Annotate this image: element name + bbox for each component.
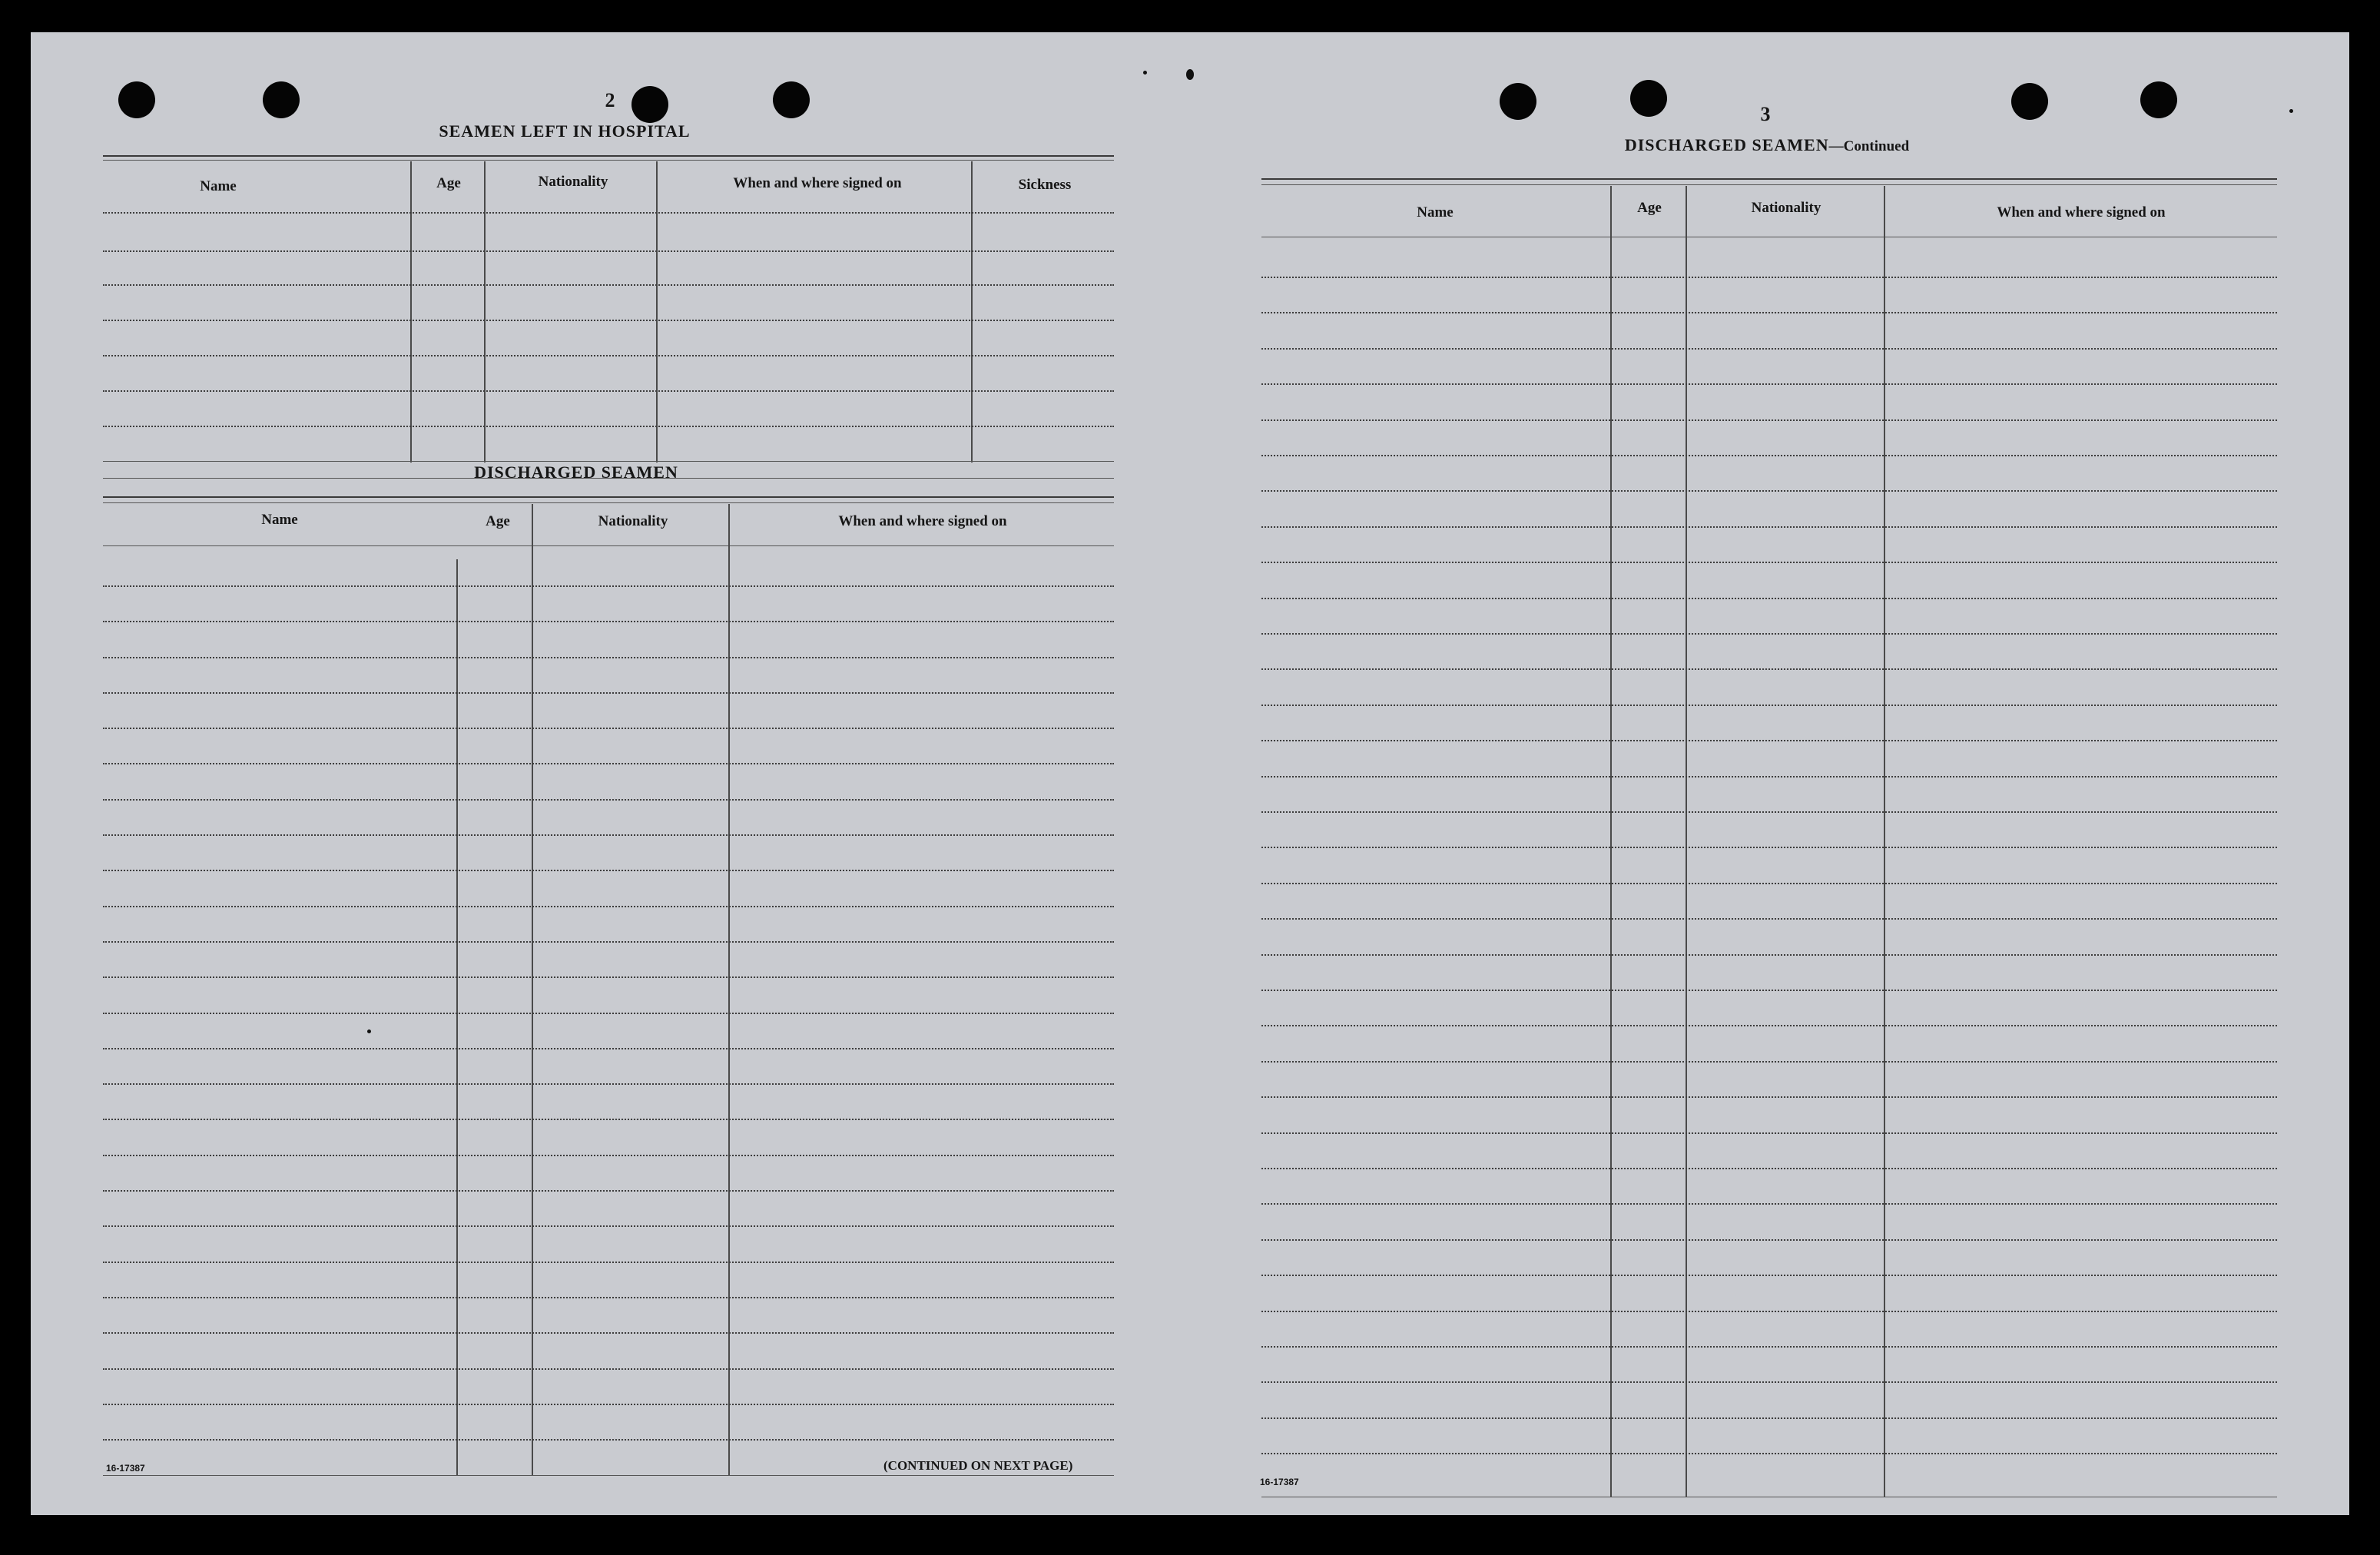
hospital-row-line [103,212,1114,214]
punch-hole [773,81,810,118]
entry-row-line [1261,383,2277,385]
right-col-divider [1686,186,1687,1497]
entry-row-line [1261,954,2277,956]
entry-row-line [1261,1417,2277,1419]
entry-row-line [1261,883,2277,884]
entry-row-line [1261,312,2277,313]
hospital-section-title: SEAMEN LEFT IN HOSPITAL [439,121,691,141]
speck [367,1029,371,1033]
entry-row-line [103,657,1114,658]
right-table-top-rule [1261,178,2277,180]
hospital-row-line [103,284,1114,286]
hospital-row-line [103,320,1114,321]
entry-row-line [103,1368,1114,1370]
entry-row-line [103,1048,1114,1049]
entry-row-line [103,1225,1114,1227]
entry-row-line [103,1332,1114,1334]
hospital-row-line [103,250,1114,252]
entry-row-line [103,585,1114,587]
punch-hole [631,86,668,123]
entry-row-line [103,906,1114,907]
right-col-divider [1884,186,1885,1497]
entry-row-line [1261,526,2277,528]
entry-row-line [1261,668,2277,670]
entry-row-line [103,728,1114,729]
entry-row-line [1261,990,2277,991]
entry-row-line [1261,705,2277,706]
entry-row-line [103,621,1114,622]
punch-hole [2140,81,2177,118]
discharged-col-divider [456,559,458,1475]
hospital-col-age: Age [436,175,461,191]
entry-row-line [103,1404,1114,1405]
entry-row-line [103,1013,1114,1014]
entry-row-line [103,692,1114,694]
entry-row-line [1261,1346,2277,1348]
entry-row-line [1261,1453,2277,1454]
right-col-divider [1610,186,1612,1497]
hospital-row-line [103,390,1114,392]
hospital-col-divider [971,161,973,463]
entry-row-line [1261,740,2277,741]
right-col-name: Name [1417,204,1454,220]
entry-row-line [1261,455,2277,456]
right-col-signed-on: When and where signed on [1997,204,2166,220]
page-number-right: 3 [1760,103,1771,125]
discharged-section-title: DISCHARGED SEAMEN [474,463,678,482]
discharged-table-bottom-rule [103,1475,1114,1476]
entry-row-line [103,1155,1114,1156]
hospital-table-top-rule [103,160,1114,161]
entry-row-line [1261,562,2277,563]
discharged-col-divider [532,504,533,1475]
entry-row-line [1261,1132,2277,1134]
hospital-col-divider [410,161,412,463]
punch-hole [2011,83,2048,120]
entry-row-line [1261,348,2277,350]
entry-row-line [103,1083,1114,1085]
entry-row-line [1261,1168,2277,1169]
right-table-top-rule [1261,184,2277,185]
punch-hole [1630,80,1667,117]
entry-row-line [103,870,1114,871]
entry-row-line [103,941,1114,943]
hospital-col-name: Name [200,178,237,194]
discharged-continued-title [1567,135,1967,155]
entry-row-line [1261,1025,2277,1026]
entry-row-line [103,1262,1114,1263]
entry-row-line [1261,633,2277,635]
entry-row-line [1261,847,2277,848]
discharged-table-top-rule [103,502,1114,503]
hospital-row-line [103,426,1114,427]
punch-hole [263,81,300,118]
entry-row-line [103,1190,1114,1192]
speck [2289,109,2293,113]
discharged-col-age: Age [486,513,510,529]
entry-row-line [1261,1311,2277,1312]
page-number-left: 2 [605,89,615,111]
entry-row-line [103,1439,1114,1441]
entry-row-line [1261,1096,2277,1098]
continued-note: (CONTINUED ON NEXT PAGE) [883,1458,1073,1473]
entry-row-line [1261,1381,2277,1383]
entry-row-line [1261,776,2277,778]
discharged-col-divider [728,504,730,1475]
speck [1143,71,1147,75]
entry-row-line [103,763,1114,764]
hospital-row-line [103,355,1114,356]
entry-row-line [1261,1061,2277,1063]
entry-row-line [1261,598,2277,599]
hospital-table-top-rule [103,155,1114,157]
form-number-right: 16-17387 [1260,1477,1299,1487]
entry-row-line [1261,419,2277,421]
entry-row-line [103,799,1114,801]
discharged-continued-title-main: DISCHARGED SEAMEN [1624,135,1829,154]
speck [1186,69,1194,80]
discharged-col-nationality: Nationality [598,513,668,529]
discharged-table-top-rule [103,496,1114,498]
discharged-col-signed-on: When and where signed on [838,513,1007,529]
discharged-header-rule [103,545,1114,546]
entry-row-line [103,834,1114,836]
entry-row-line [1261,811,2277,813]
entry-row-line [1261,918,2277,920]
hospital-table-bottom-rule [103,461,1114,462]
entry-row-line [103,976,1114,978]
entry-row-line [1261,277,2277,278]
discharged-col-name: Name [261,512,298,528]
entry-row-line [1261,1203,2277,1205]
entry-row-line [1261,490,2277,492]
hospital-col-divider [656,161,658,463]
hospital-col-signed-on: When and where signed on [733,175,902,191]
hospital-col-divider [484,161,486,463]
discharged-continued-title-suffix: —Continued [1828,138,1910,154]
punch-hole [118,81,155,118]
hospital-col-nationality: Nationality [538,174,608,190]
entry-row-line [1261,1239,2277,1241]
right-col-age: Age [1637,200,1662,216]
entry-row-line [1261,1275,2277,1276]
hospital-col-sickness: Sickness [1018,177,1072,193]
entry-row-line [103,1119,1114,1120]
form-number-left: 16-17387 [106,1463,145,1474]
entry-row-line [103,1297,1114,1298]
document-sheet [31,32,2349,1515]
right-col-nationality: Nationality [1751,200,1821,216]
punch-hole [1500,83,1536,120]
